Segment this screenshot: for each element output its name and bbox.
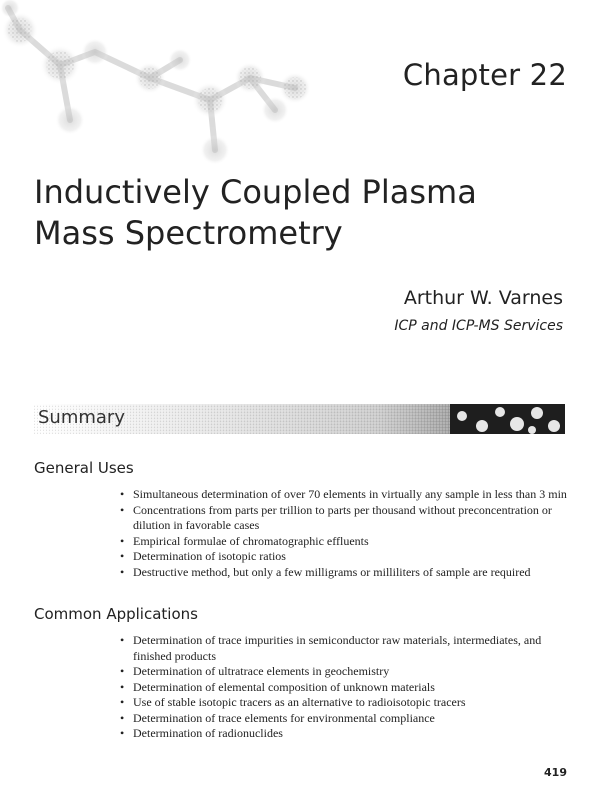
list-item: • Simultaneous determination of over 70 elements in virtually any sample in less than 3 min <box>120 487 567 503</box>
list-item: • Concentrations from parts per trillion to parts per thousand without preconcentration or dilution in favorable cases <box>120 503 567 534</box>
general-uses-heading: General Uses <box>34 459 134 477</box>
list-item: • Determination of isotopic ratios <box>120 549 567 565</box>
chapter-number: Chapter 22 <box>402 58 567 92</box>
list-item: • Determination of radionuclides <box>120 726 567 742</box>
list-item: • Determination of trace elements for environmental compliance <box>120 711 567 727</box>
chapter-title-line-2: Mass Spectrometry <box>34 214 343 252</box>
summary-banner <box>32 404 565 434</box>
author-name: Arthur W. Varnes <box>403 287 563 309</box>
page-number: 419 <box>544 766 567 779</box>
general-uses-list <box>120 487 567 580</box>
list-item: • Destructive method, but only a few milligrams or milliliters of sample are required <box>120 565 567 581</box>
author-affiliation: ICP and ICP-MS Services <box>394 318 563 334</box>
list-item: • Determination of trace impurities in semiconductor raw materials, intermediates, and finished products <box>120 633 567 664</box>
chapter-title <box>34 172 574 254</box>
list-item: • Determination of elemental composition of unknown materials <box>120 680 567 696</box>
list-item: • Determination of ultratrace elements in geochemistry <box>120 664 567 680</box>
list-item: • Use of stable isotopic tracers as an alternative to radioisotopic tracers <box>120 695 567 711</box>
chapter-title-line-1: Inductively Coupled Plasma <box>34 173 477 211</box>
molecule-graphic <box>0 0 360 190</box>
common-applications-heading: Common Applications <box>34 605 198 623</box>
common-applications-list <box>120 633 567 742</box>
summary-heading: Summary <box>38 407 125 428</box>
list-item: • Empirical formulae of chromatographic effluents <box>120 534 567 550</box>
